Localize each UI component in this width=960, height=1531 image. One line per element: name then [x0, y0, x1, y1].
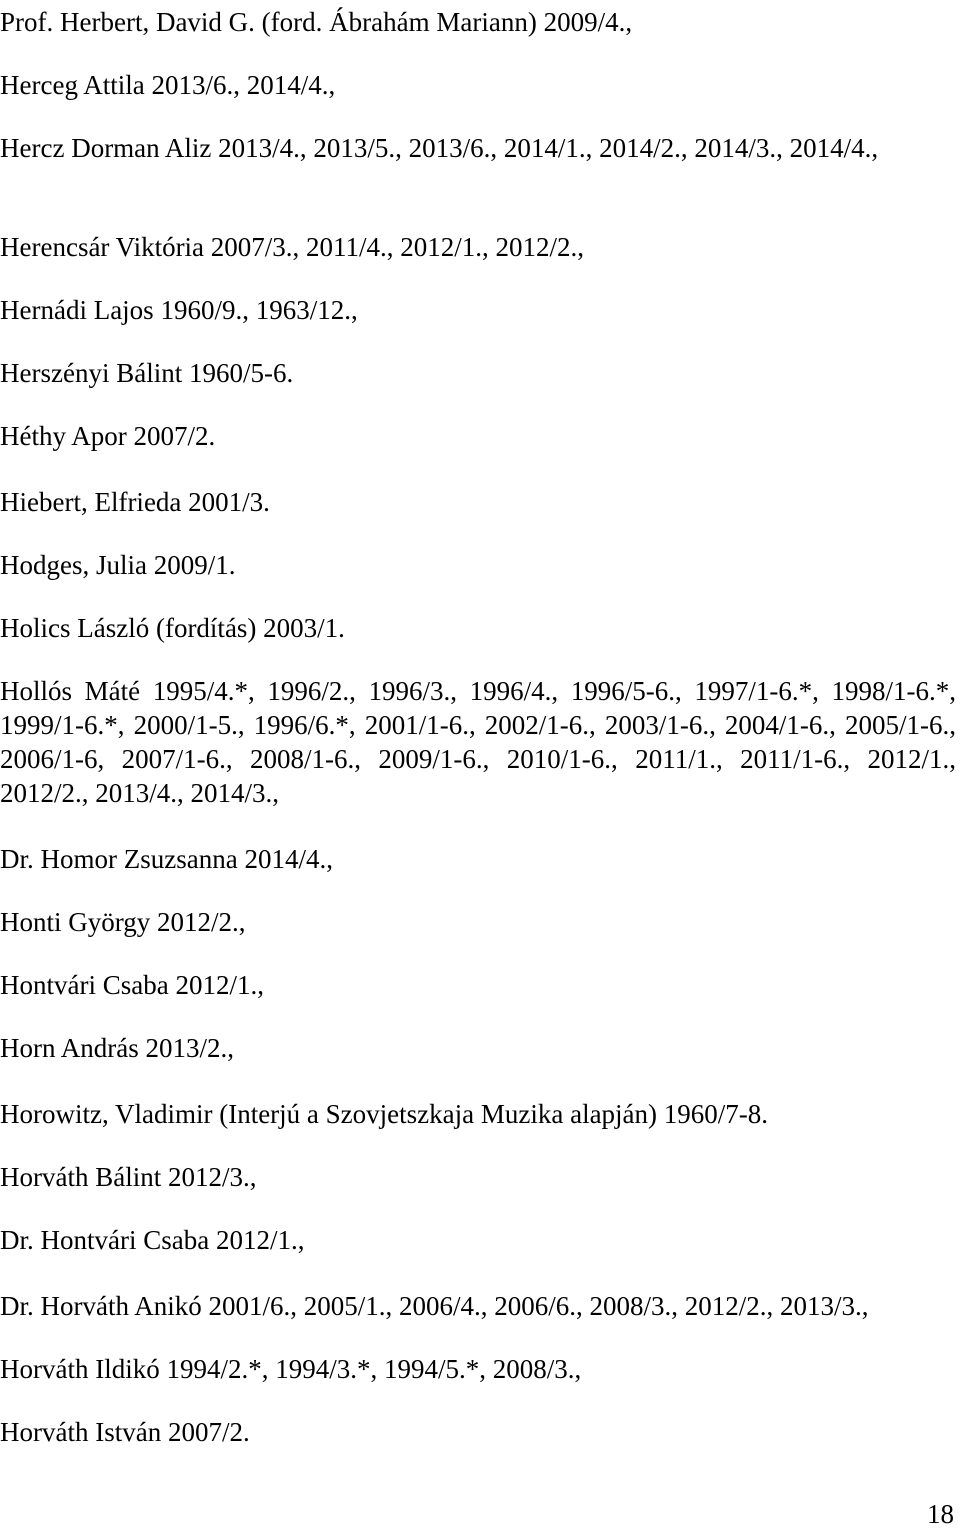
index-entry-hontvari: Hontvári Csaba 2012/1., — [0, 970, 264, 1000]
index-entry-hollos: Hollós Máté 1995/4.*, 1996/2., 1996/3., 1996/4., 1996/5-6., 1997/1-6.*, 1998/1-6.*, 1999/1-6.*, 2000/1-5., 1996/6.*, 2001/1-6., 2002/1-6., 2003/1-6., 2004/1-6., 2005/1-6., 2006/1-6, 2007/1-6., 2008/1-6., 2009/1-6., 2010/1-6., 2011/1., 2011/1-6., 2012/1., 2012/2., 2013/4., 2014/3., — [0, 676, 956, 808]
index-entry-honti: Honti György 2012/2., — [0, 907, 246, 937]
index-entry-dr-horvath-aniko: Dr. Horváth Anikó 2001/6., 2005/1., 2006/4., 2006/6., 2008/3., 2012/2., 2013/3., — [0, 1291, 869, 1321]
index-entry-herceg: Herceg Attila 2013/6., 2014/4., — [0, 70, 336, 100]
index-entry-herencsar: Herencsár Viktória 2007/3., 2011/4., 2012/1., 2012/2., — [0, 232, 585, 262]
index-entry-horvath-ildiko: Horváth Ildikó 1994/2.*, 1994/3.*, 1994/5.*, 2008/3., — [0, 1354, 582, 1384]
index-entry-horvath-balint: Horváth Bálint 2012/3., — [0, 1162, 257, 1192]
index-entry-herszenyi: Herszényi Bálint 1960/5-6. — [0, 358, 294, 388]
page-number: 18 — [927, 1499, 954, 1529]
index-entry-hiebert: Hiebert, Elfrieda 2001/3. — [0, 487, 270, 517]
index-entry-horn: Horn András 2013/2., — [0, 1033, 234, 1063]
index-entry-horvath-istvan: Horváth István 2007/2. — [0, 1417, 250, 1447]
index-entry-holics: Holics László (fordítás) 2003/1. — [0, 613, 345, 643]
index-entry-hethy: Héthy Apor 2007/2. — [0, 421, 216, 451]
index-entry-homor: Dr. Homor Zsuzsanna 2014/4., — [0, 844, 333, 874]
index-entry-herbert: Prof. Herbert, David G. (ford. Ábrahám Mariann) 2009/4., — [0, 7, 633, 37]
index-entry-hercz: Hercz Dorman Aliz 2013/4., 2013/5., 2013/6., 2014/1., 2014/2., 2014/3., 2014/4., — [0, 133, 879, 163]
index-entry-dr-hontvari: Dr. Hontvári Csaba 2012/1., — [0, 1225, 305, 1255]
index-entry-hernadi: Hernádi Lajos 1960/9., 1963/12., — [0, 295, 358, 325]
index-entry-horowitz: Horowitz, Vladimir (Interjú a Szovjetszkaja Muzika alapján) 1960/7-8. — [0, 1099, 769, 1129]
index-entry-hodges: Hodges, Julia 2009/1. — [0, 550, 236, 580]
